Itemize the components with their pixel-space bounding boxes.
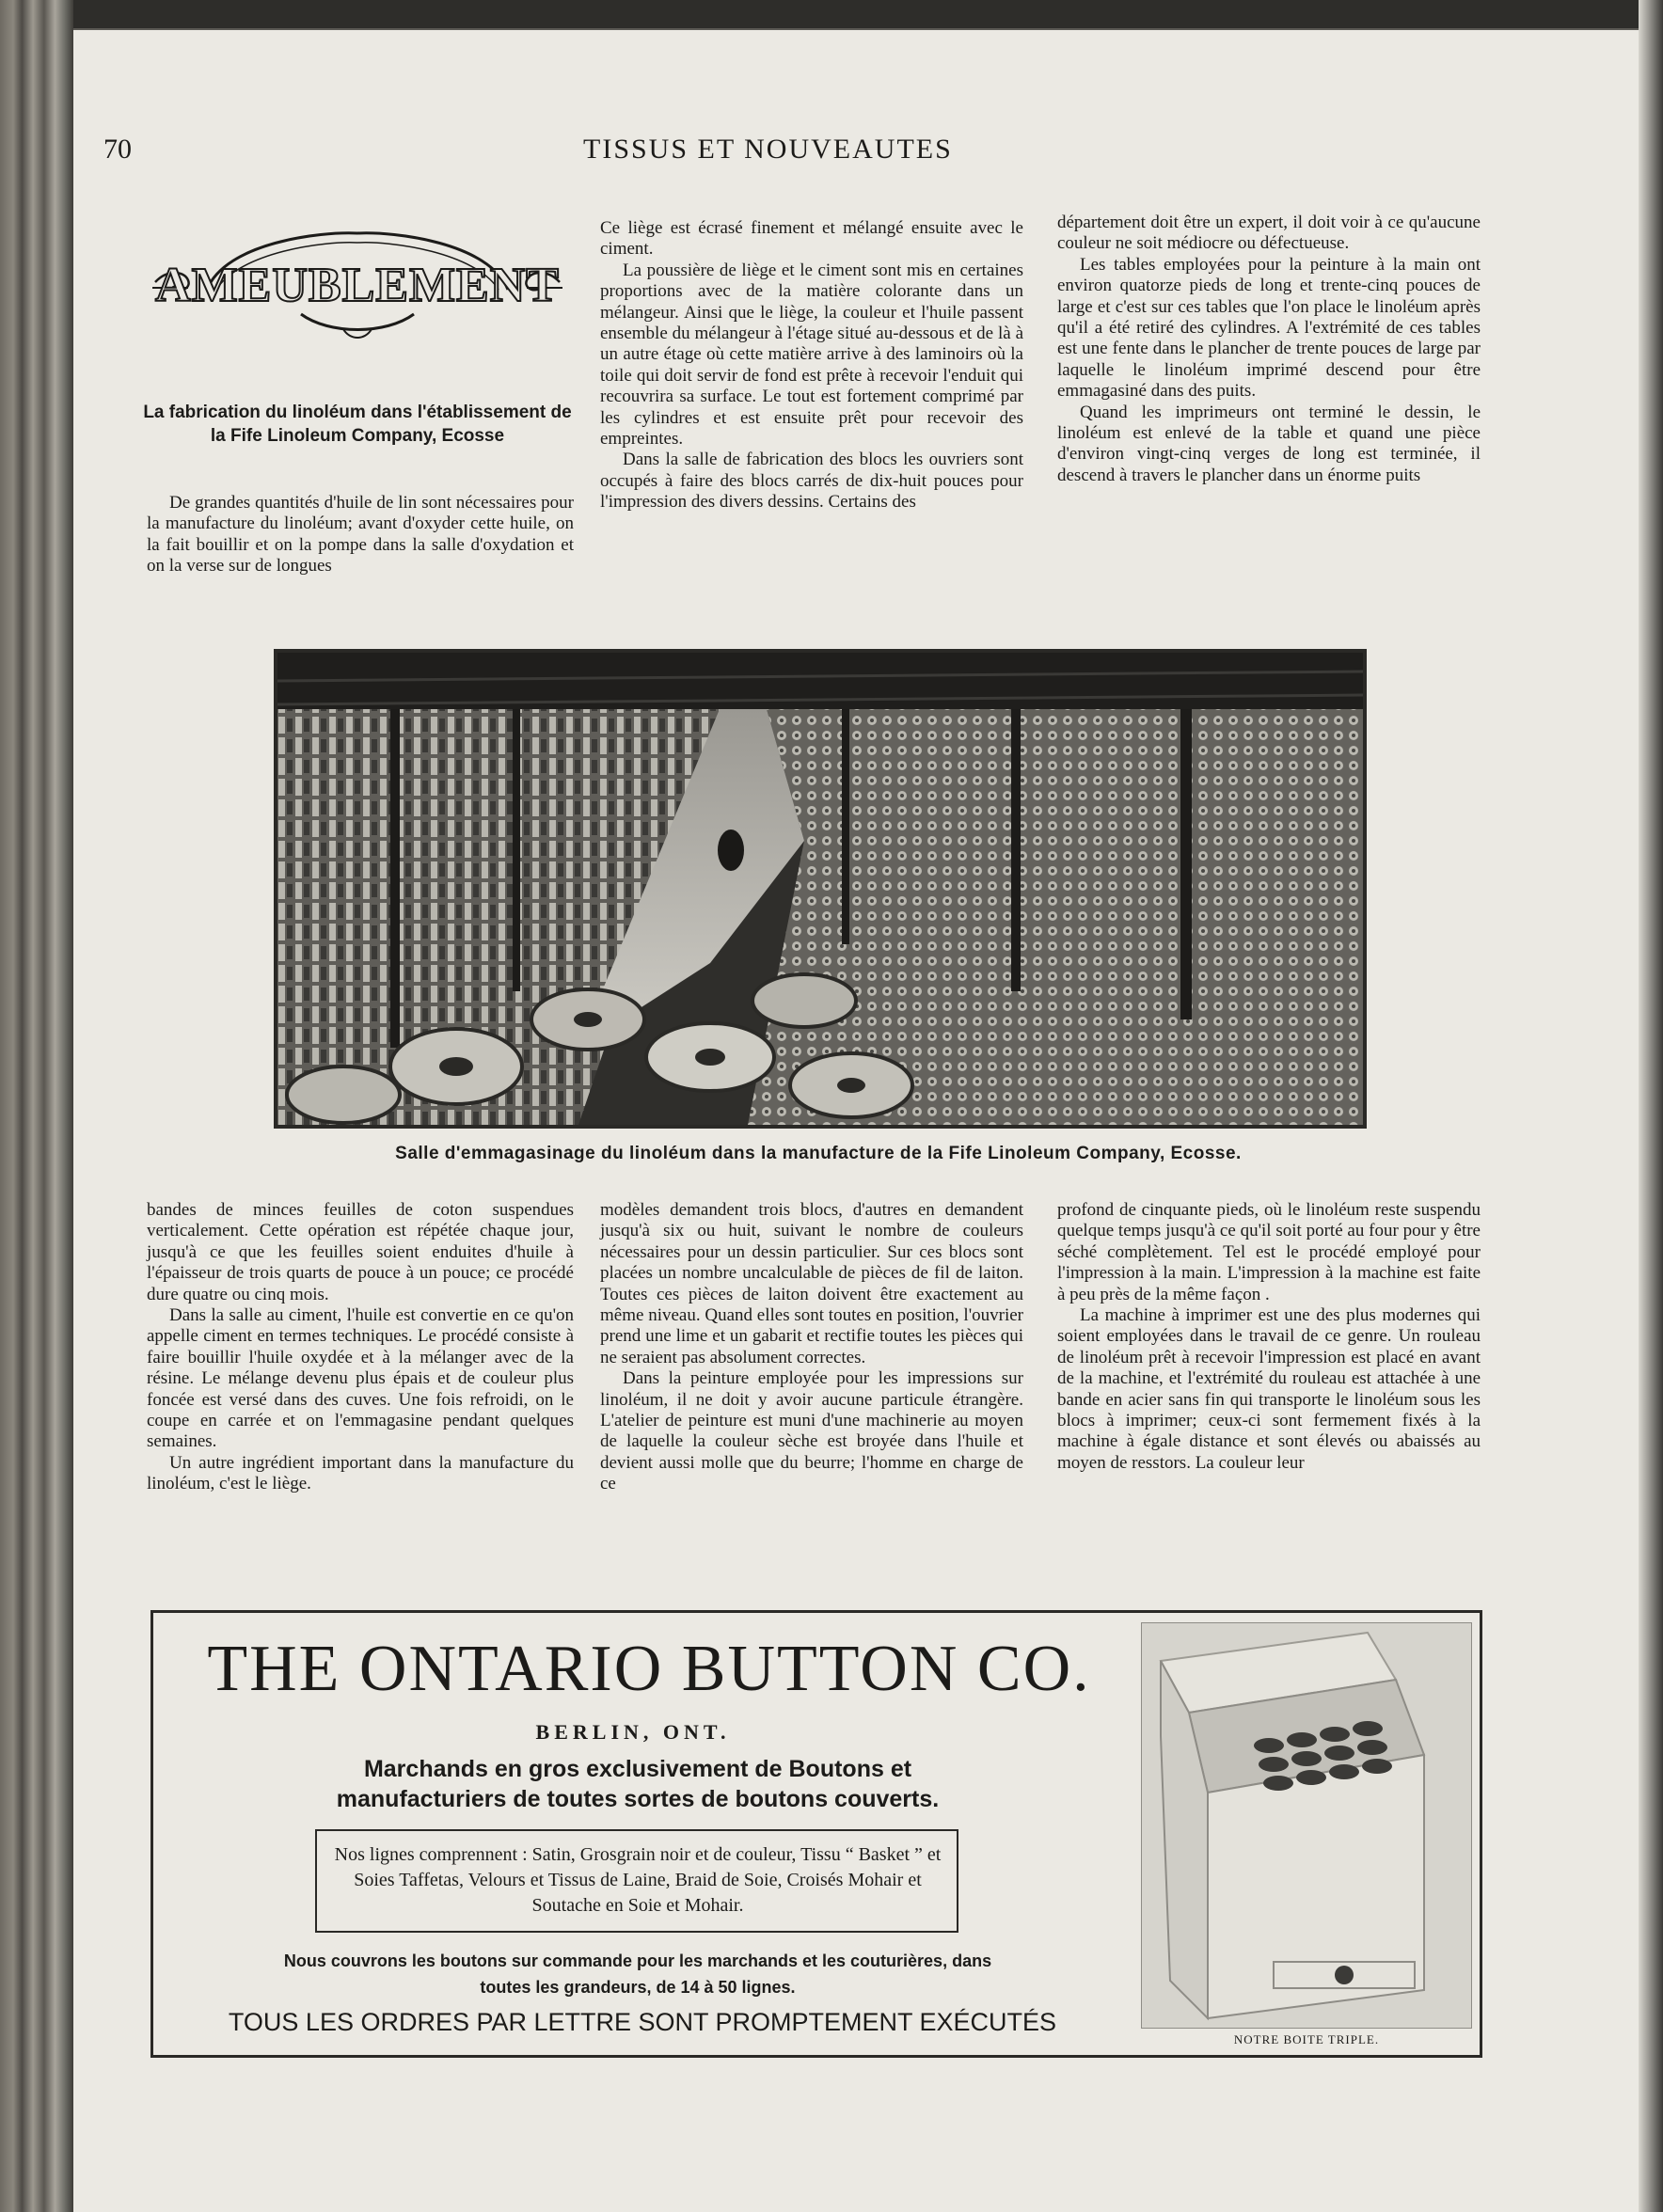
column-1-bottom — [147, 1200, 574, 1495]
paragraph: De grandes quantités d'huile de lin sont nécessaires pour la manufacture du linoléum; avant d'oxyder cette huile, on la fait bouillir et on la pompe dans la salle d'oxydation et on la verse sur de longues — [147, 493, 574, 577]
ad-description: Marchands en gros exclusivement de Boutons et manufacturiers de toutes sortes de boutons couverts. — [336, 1756, 940, 1812]
ad-footer: TOUS LES ORDRES PAR LETTRE SONT PROMPTEMENT EXÉCUTÉS — [228, 2008, 1057, 2036]
ad-product-lines-box — [315, 1829, 958, 1933]
paragraph: département doit être un expert, il doit voir à ce qu'aucune couleur ne soit médiocre ou défectueuse. — [1057, 213, 1481, 254]
button-box-icon — [1142, 1623, 1471, 2028]
paragraph: bandes de minces feuilles de coton suspendues verticalement. Cette opération est répétée chaque jour, jusqu'à ce que les feuilles soient enduites d'huile à l'épaisseur de trois quarts de pouce à un pouce; ce procédé dure quatre ou cinq mois. — [147, 1200, 574, 1304]
paragraph: Quand les imprimeurs ont terminé le dessin, le linoléum est enlevé de la table et quand une pièce d'environ vingt-cinq verges de long est terminée, il descend à travers le plancher dans un énorme puits — [1057, 402, 1481, 485]
page-number: 70 — [103, 134, 132, 165]
paragraph: Dans la salle au ciment, l'huile est convertie en ce qu'on appelle ciment en termes techniques. Le procédé consiste à faire bouillir l'huile oxydée et à la mélanger avec de la résine. Le mélange devenu plus épais et de couleur plus foncée est versé dans des cuves. Une fois refroidi, on le coupe en carrée et on l'emmagasine pendant quelques semaines. — [147, 1305, 574, 1452]
section-banner-title: AMEUBLEMENT — [155, 259, 560, 312]
ad-note: Nous couvrons les boutons sur commande pour les marchands et les couturières, dans toutes les grandeurs, de 14 à 50 lignes. — [283, 1951, 992, 1997]
paragraph: Les tables employées pour la peinture à la main ont environ quatorze pieds de long et trente-cinq pouces de large et c'est sur ces tables que l'on place le linoléum après qu'il a été retiré des cylindres. A l'extrémité de ces tables est une fente dans le plancher de trente pouces de large par laquelle le linoléum imprimé descend pour être emmagasiné dans des puits. — [1057, 254, 1481, 402]
linoleum-rolls-image — [277, 653, 1363, 1125]
column-2-bottom — [600, 1200, 1023, 1495]
section-banner — [150, 224, 564, 346]
scan-right-edge — [1639, 0, 1663, 2212]
column-2-top — [600, 218, 1023, 514]
book-spine — [0, 0, 73, 2212]
button-box-photo — [1141, 1622, 1472, 2029]
ad-city: BERLIN, ONT. — [535, 1720, 731, 1744]
paragraph: Dans la salle de fabrication des blocs les ouvriers sont occupés à faire des blocs carrés de dix-huit pouces pour l'impression des divers dessins. Certains des — [600, 450, 1023, 513]
button-box-caption: NOTRE BOITE TRIPLE. — [1233, 2032, 1380, 2046]
column-3-bottom — [1057, 1200, 1481, 1474]
scan-top-edge — [0, 0, 1663, 28]
paragraph: modèles demandent trois blocs, d'autres en demandent jusqu'à six ou huit, suivant le nombre de couleurs nécessaires pour un dessin particulier. Sur ces blocs sont placées un nombre uncalculable de pièces de fil de laiton. Toutes ces pièces de laiton doivent être exactement au même niveau. Quand elles sont toutes en position, l'ouvrier prend une lime et un gabarit et rectifie toutes les pièces qui ne seraient pas absolument correctes. — [600, 1200, 1023, 1367]
paragraph: Un autre ingrédient important dans la manufacture du linoléum, c'est le liège. — [147, 1452, 574, 1494]
paragraph: profond de cinquante pieds, où le linoléum reste suspendu quelque temps jusqu'à ce qu'il soit porté au four pour y être séché complètement. Tel est le procédé employé pour l'impression à la main. L'impression à la machine est faite à peu près de la même façon . — [1057, 1200, 1481, 1304]
ad-company-name: THE ONTARIO BUTTON CO. — [207, 1633, 1091, 1705]
ontario-button-advertisement — [150, 1610, 1482, 2058]
column-1-top — [147, 493, 574, 577]
article-subheading: La fabrication du linoléum dans l'établissement de la Fife Linoleum Company, Ecosse — [143, 403, 572, 446]
paragraph: Dans la peinture employée pour les impressions sur linoléum, il ne doit y avoir aucune particule étrangère. L'atelier de peinture est muni d'une machinerie au moyen de laquelle la couleur sèche est broyée dans l'huile et devient aussi molle que du beurre; l'homme en charge de ce — [600, 1368, 1023, 1494]
running-head: TISSUS ET NOUVEAUTES — [583, 134, 953, 165]
ad-product-lines: Nos lignes comprennent : Satin, Grosgrain noir et de couleur, Tissu “ Basket ” et Soies Taffetas, Velours et Tissus de Laine, Braid de Soie, Croisés Mohair et Soutache en Soie et Mohair. — [334, 1844, 942, 1916]
column-3-top — [1057, 213, 1481, 486]
warehouse-photo — [274, 649, 1367, 1129]
photo-caption: Salle d'emmagasinage du linoléum dans la manufacture de la Fife Linoleum Company, Ecosse. — [395, 1144, 1242, 1163]
paragraph: La machine à imprimer est une des plus modernes qui soient employées dans le travail de ce genre. Un rouleau de linoléum prêt à recevoir l'impression est placé en avant de la machine, et l'extrémité du rouleau est attachée à une bande en acier sans fin qui transporte le linoléum sous les blocs à imprimer; ceux-ci sont fermement fixés à la machine à égale distance et sont élevés ou abaissés au moyen de resstors. La couleur leur — [1057, 1305, 1481, 1473]
paragraph: La poussière de liège et le ciment sont mis en certaines proportions avec de la matière colorante dans un mélangeur. Ainsi que le liège, la couleur et l'huile passent ensemble du mélangeur à l'étage situé au-dessous et de là à un autre étage où cette matière arrive à des laminoirs où la toile qui doit servir de fond est prête à recevoir l'enduit qui recouvrira sa surface. Le tout est fortement comprimé par les cylindres et est ensuite prêt pour recevoir des empreintes. — [600, 260, 1023, 450]
paragraph: Ce liège est écrasé finement et mélangé ensuite avec le ciment. — [600, 218, 1023, 260]
